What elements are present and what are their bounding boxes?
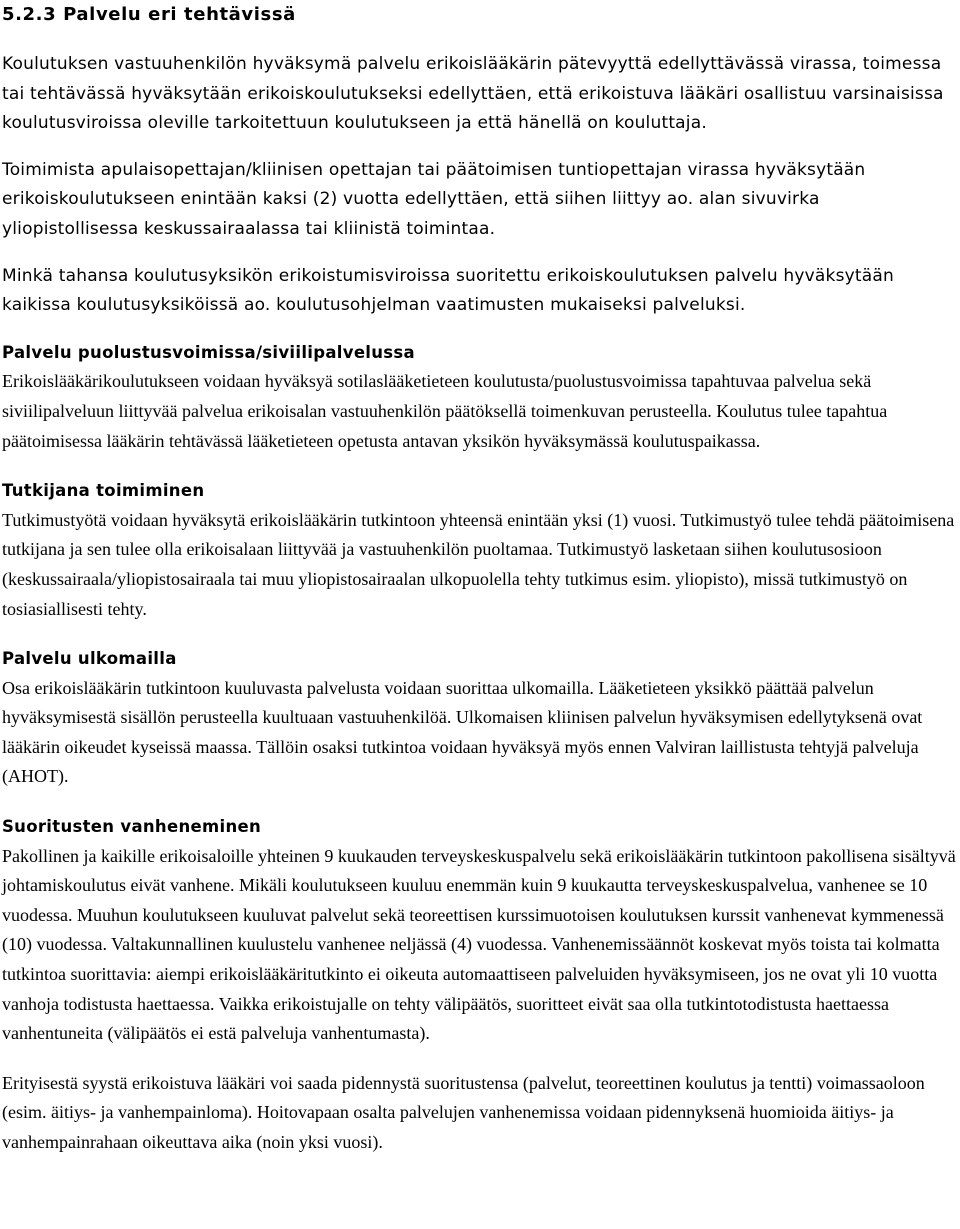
- spacer: [2, 321, 957, 338]
- spacer: [2, 456, 957, 476]
- paragraph-intro: Koulutuksen vastuuhenkilön hyväksymä palvelu erikoislääkärin pätevyyttä edellyttävässä virassa, toimessa tai tehtävässä hyväksytään erikoiskoulutukseksi edellyttäen, että erikoistuva lääkäri osallistuu varsinaisissa koulutusviroissa oleville tarkoitettuun koulutukseen ja että hänellä on kouluttaja.: [2, 54, 944, 134]
- research-heading: Tutkijana toimiminen: [2, 481, 205, 501]
- defense-paragraph: Erikoislääkärikoulutukseen voidaan hyväksyä sotilaslääketieteen koulutusta/puolustusvoimissa tapahtuvaa palvelua sekä siviilipalveluun liittyvää palvelua erikoisalan vastuuhenkilön päätöksellä toimenkuvan perusteella. Koulutus tulee tapahtua päätoimisessa lääkärin tehtävässä lääketieteen opetusta antavan yksikön hyväksymässä koulutuspaikassa.: [2, 371, 888, 451]
- spacer: [2, 792, 957, 812]
- expiry-heading: Suoritusten vanheneminen: [2, 817, 262, 837]
- document-page: [2, 0, 957, 1158]
- abroad-paragraph: Osa erikoislääkärin tutkintoon kuuluvasta palvelusta voidaan suorittaa ulkomailla. Lääketieteen yksikkö päättää palvelun hyväksymisestä sisällön perusteella kuultuaan vastuuhenkilöä. Ulkomaisen kliinisen palvelun hyväksymisen edellytyksenä ovat lääkärin oikeudet kyseissä maassa. Tällöin osaksi tutkintoa voidaan hyväksyä myös ennen Valviran laillistusta tehtyjä palveluja (AHOT).: [2, 677, 923, 787]
- expiry-paragraph: Pakollinen ja kaikille erikoisaloille yhteinen 9 kuukauden terveyskeskuspalvelu sekä erikoislääkärin tutkintoon pakollisena sisältyvä johtamiskoulutus eivät vanhene. Mikäli koulutukseen kuuluu enemmän kuin 9 kuukautta terveyskeskuspalvelua, vanhenee se 10 vuodessa. Muuhun koulutukseen kuuluvat palvelut sekä teoreettisen kurssimuotoisen koulutuksen kurssit vanhenevat kymmenessä (10) vuodessa. Valtakunnallinen kuulustelu vanhenee neljässä (4) vuodessa. Vanhenemissäännöt koskevat myös toista tai kolmatta tutkintoa suorittavia: aiempi erikoislääkäritutkinto ei oikeuta automaattiseen palveluiden hyväksymiseen, jos ne ovat yli 10 vuotta vanhoja todistusta haettaessa. Vaikka erikoistujalle on tehty välipäätös, suoritteet eivät saa olla tutkintotodistusta haettaessa vanhentuneita (välipäätös ei estä palveluja vanhentumasta).: [2, 845, 956, 1044]
- spacer: [2, 624, 957, 644]
- spacer: [2, 245, 957, 262]
- abroad-heading: Palvelu ulkomailla: [2, 649, 177, 669]
- research-paragraph: Tutkimustyötä voidaan hyväksytä erikoislääkärin tutkintoon yhteensä enintään yksi (1) vuosi. Tutkimustyö tulee tehdä päätoimisena tutkijana ja sen tulee olla erikoisalaan liittyvää ja vastuuhenkilön puoltamaa. Tutkimustyö lasketaan siihen koulutusosioon (keskussairaala/yliopistosairaala tai muu yliopistosairaalan ulkopuolella tehty tutkimus esim. yliopisto), missä tutkimustyö on tosiasiallisesti tehty.: [2, 509, 955, 619]
- paragraph-any-unit: Minkä tahansa koulutusyksikön erikoistumisviroissa suoritettu erikoiskoulutuksen palvelu hyväksytään kaikissa koulutusyksiköissä ao. koulutusohjelman vaatimusten mukaiseksi palveluksi.: [2, 265, 894, 316]
- spacer: [2, 139, 957, 156]
- paragraph-teacher: Toimimista apulaisopettajan/kliinisen opettajan tai päätoimisen tuntiopettajan virassa hyväksytään erikoiskoulutukseen enintään kaksi (2) vuotta edellyttäen, että siihen liittyy ao. alan sivuvirka yliopistollisessa keskussairaalassa tai kliinistä toimintaa.: [2, 159, 866, 239]
- spacer: [2, 1049, 957, 1069]
- section-title: 5.2.3 Palvelu eri tehtävissä: [2, 4, 296, 25]
- spacer: [2, 30, 957, 50]
- defense-heading: Palvelu puolustusvoimissa/siviilipalvelussa: [2, 342, 415, 362]
- special-paragraph: Erityisestä syystä erikoistuva lääkäri voi saada pidennystä suoritustensa (palvelut, teoreettinen koulutus ja tentti) voimassaoloon (esim. äitiys- ja vanhempainloma). Hoitovapaan osalta palvelujen vanhenemissa voidaan pidennyksenä huomioida äitiys- ja vanhempainrahaan oikeuttava aika (noin yksi vuosi).: [2, 1072, 925, 1152]
